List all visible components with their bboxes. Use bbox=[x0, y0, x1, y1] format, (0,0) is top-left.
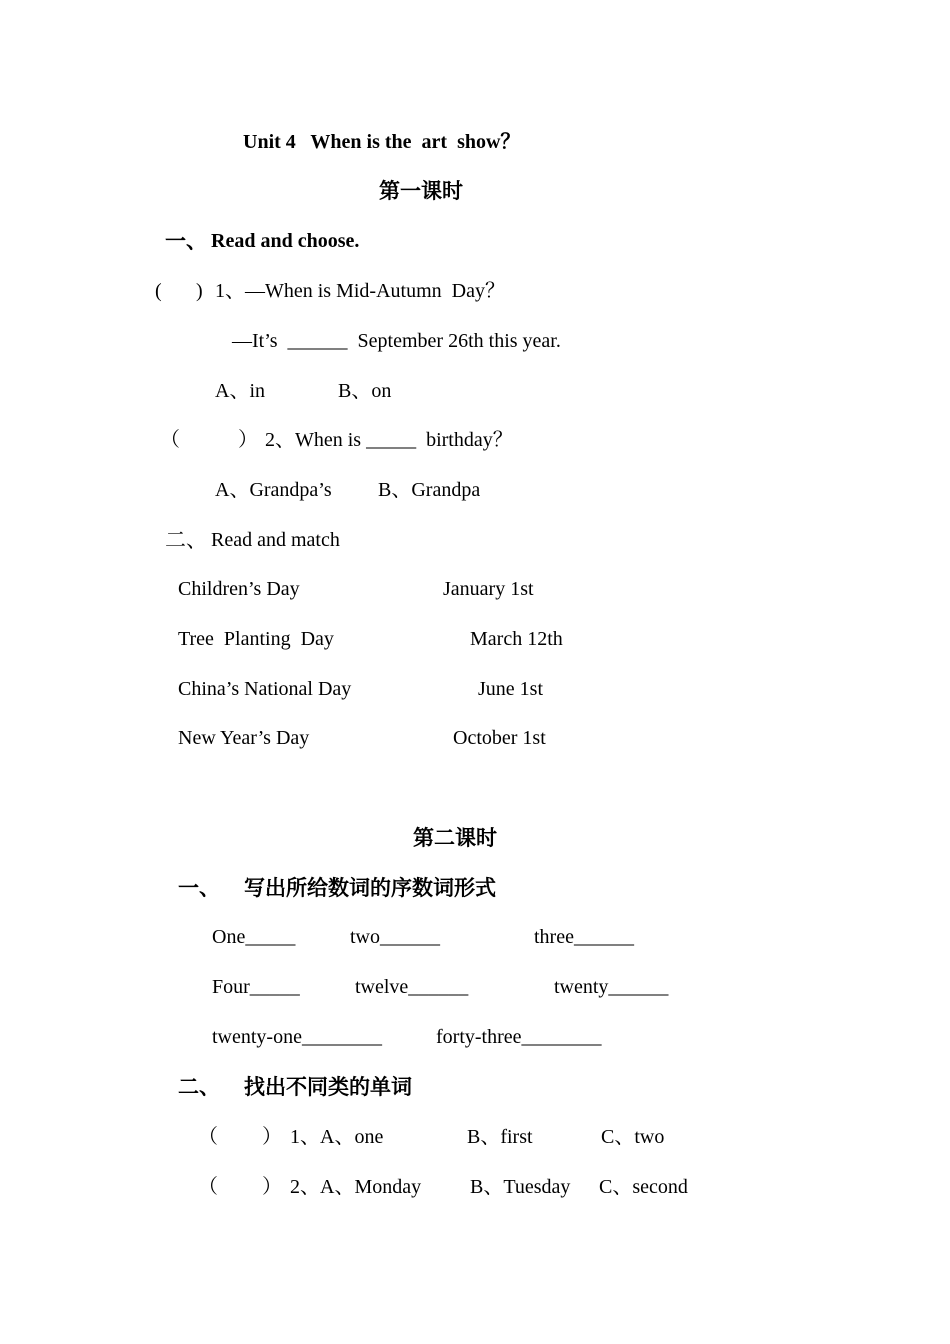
question-text: 1、—When is Mid-Autumn Day？ bbox=[215, 280, 505, 302]
option-b: B、Tuesday bbox=[470, 1176, 571, 1198]
lesson1-part2-number: 二、 bbox=[165, 528, 207, 552]
match-left-item: New Year’s Day bbox=[178, 727, 310, 749]
option-a: 1、A、one bbox=[290, 1126, 384, 1148]
page-title: Unit 4 When is the art show？ bbox=[243, 131, 521, 153]
lesson1-title: 第一课时 bbox=[379, 179, 463, 203]
answer-line: —It’s ______ September 26th this year. bbox=[232, 330, 561, 352]
option-a: A、in bbox=[215, 380, 265, 402]
lesson1-part1-number: 一、 bbox=[165, 229, 207, 253]
answer-paren-open: （ bbox=[198, 1176, 218, 1198]
fill-blank-item: One_____ bbox=[212, 926, 296, 948]
option-b: B、on bbox=[338, 380, 392, 402]
match-right-item: October 1st bbox=[453, 727, 546, 749]
option-b: B、Grandpa bbox=[378, 479, 481, 501]
option-a: A、Grandpa’s bbox=[215, 479, 332, 501]
fill-blank-item: twelve______ bbox=[355, 976, 469, 998]
answer-paren-open: （ bbox=[160, 429, 180, 451]
fill-blank-item: forty-three________ bbox=[436, 1026, 602, 1048]
fill-blank-item: three______ bbox=[534, 926, 634, 948]
fill-blank-item: Four_____ bbox=[212, 976, 300, 998]
lesson2-part1-number: 一、 bbox=[178, 876, 220, 900]
fill-blank-item: two______ bbox=[350, 926, 440, 948]
lesson1-part1-heading: Read and choose. bbox=[211, 230, 360, 252]
lesson2-part2-number: 二、 bbox=[178, 1075, 220, 1099]
answer-paren-close: ） bbox=[262, 1126, 282, 1148]
lesson1-part2-heading: Read and match bbox=[211, 529, 340, 551]
match-left-item: China’s National Day bbox=[178, 678, 352, 700]
answer-paren-close: ） bbox=[238, 429, 258, 451]
option-b: B、first bbox=[467, 1126, 533, 1148]
answer-paren-open: （ bbox=[198, 1126, 218, 1148]
answer-paren-open: ( bbox=[155, 280, 162, 302]
match-right-item: June 1st bbox=[478, 678, 543, 700]
match-right-item: January 1st bbox=[443, 578, 534, 600]
option-a: 2、A、Monday bbox=[290, 1176, 422, 1198]
match-left-item: Children’s Day bbox=[178, 578, 300, 600]
match-right-item: March 12th bbox=[470, 628, 563, 650]
option-c: C、second bbox=[599, 1176, 688, 1198]
fill-blank-item: twenty______ bbox=[554, 976, 669, 998]
fill-blank-item: twenty-one________ bbox=[212, 1026, 382, 1048]
lesson2-part1-heading: 写出所给数词的序数词形式 bbox=[244, 876, 496, 900]
answer-paren-close: ) bbox=[196, 280, 203, 302]
answer-paren-close: ） bbox=[262, 1176, 282, 1198]
lesson2-part2-heading: 找出不同类的单词 bbox=[244, 1075, 412, 1099]
lesson2-title: 第二课时 bbox=[413, 826, 497, 850]
question-text: 2、When is _____ birthday？ bbox=[265, 429, 513, 451]
match-left-item: Tree Planting Day bbox=[178, 628, 334, 650]
option-c: C、two bbox=[601, 1126, 665, 1148]
